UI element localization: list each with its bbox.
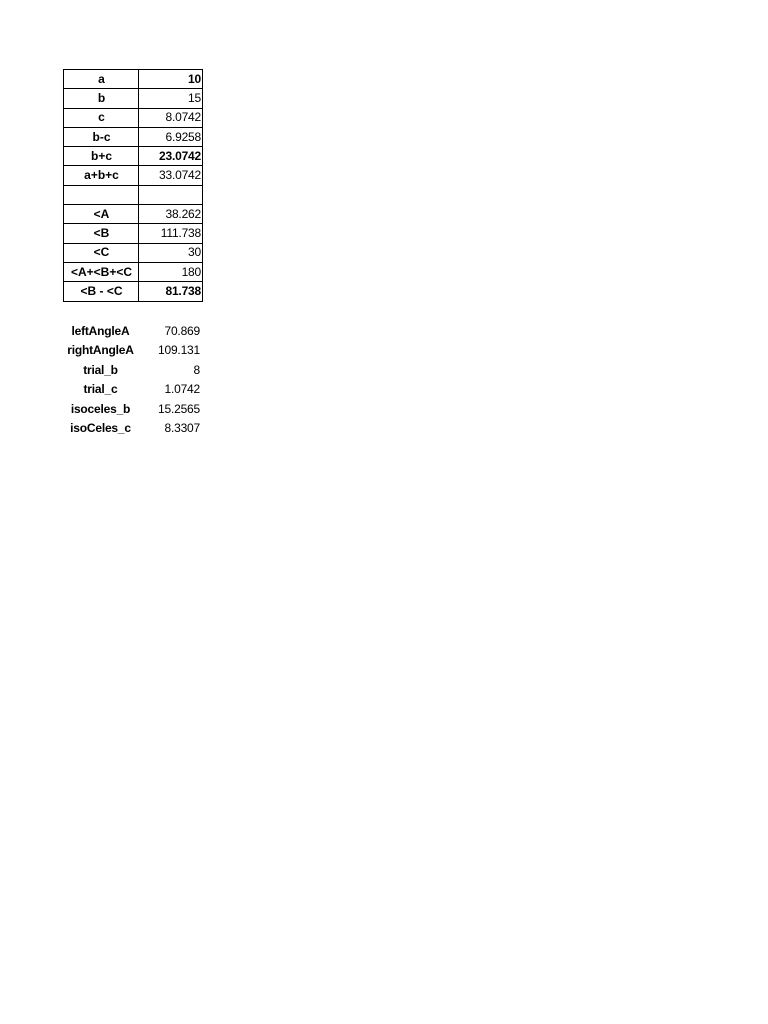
row-label-empty <box>64 185 139 204</box>
extra-label-trial-c: trial_c <box>83 382 118 397</box>
row-value-c: 8.0742 <box>139 108 203 127</box>
table-row <box>64 166 203 185</box>
list-item <box>63 360 202 380</box>
extra-value-isoceles-b: 15.2565 <box>158 401 200 416</box>
row-label-angle-b: <B <box>64 224 139 243</box>
row-value-angle-b-minus-c: 81.738 <box>139 282 203 301</box>
extra-label-left-angle-a: leftAngleA <box>71 323 130 338</box>
row-label-b-minus-c: b-c <box>64 127 139 146</box>
table-row <box>64 147 203 166</box>
row-label-perimeter: a+b+c <box>64 166 139 185</box>
row-value-a: 10 <box>139 70 203 89</box>
table-row <box>64 224 203 243</box>
table-row <box>64 108 203 127</box>
table-row <box>64 262 203 281</box>
table-row <box>64 89 203 108</box>
list-item <box>63 380 202 400</box>
table-row <box>64 127 203 146</box>
row-value-angle-b: 111.738 <box>139 224 203 243</box>
extra-label-isoceles-c: isoCeles_c <box>70 421 131 436</box>
row-value-b-minus-c: 6.9258 <box>139 127 203 146</box>
row-value-empty <box>139 185 203 204</box>
extra-label-isoceles-b: isoceles_b <box>70 401 131 416</box>
row-value-angle-c: 30 <box>139 243 203 262</box>
extra-label-right-angle-a: rightAngleA <box>67 343 134 358</box>
list-item <box>63 321 202 341</box>
extra-value-isoceles-c: 8.3307 <box>164 421 200 436</box>
table-row <box>64 282 203 301</box>
table-row <box>64 70 203 89</box>
row-label-angle-b-minus-c: <B - <C <box>64 282 139 301</box>
row-value-b: 15 <box>139 89 203 108</box>
list-item <box>63 399 202 419</box>
row-label-angle-sum: <A+<B+<C <box>64 262 139 281</box>
extra-value-left-angle-a: 70.869 <box>164 323 200 338</box>
row-value-perimeter: 33.0742 <box>139 166 203 185</box>
row-label-c: c <box>64 108 139 127</box>
row-value-angle-sum: 180 <box>139 262 203 281</box>
table-row <box>64 205 203 224</box>
extra-values-list <box>63 321 202 438</box>
extra-value-trial-c: 1.0742 <box>164 382 200 397</box>
row-value-b-plus-c: 23.0742 <box>139 147 203 166</box>
row-label-angle-c: <C <box>64 243 139 262</box>
calculation-table <box>63 69 203 302</box>
row-label-b: b <box>64 89 139 108</box>
row-label-angle-a: <A <box>64 205 139 224</box>
extra-value-right-angle-a: 109.131 <box>158 343 200 358</box>
table-row <box>64 243 203 262</box>
row-value-angle-a: 38.262 <box>139 205 203 224</box>
row-label-a: a <box>64 70 139 89</box>
table-row-empty <box>64 185 203 204</box>
extra-value-trial-b: 8 <box>193 362 200 377</box>
row-label-b-plus-c: b+c <box>64 147 139 166</box>
list-item <box>63 341 202 361</box>
list-item <box>63 419 202 439</box>
extra-label-trial-b: trial_b <box>83 362 118 377</box>
